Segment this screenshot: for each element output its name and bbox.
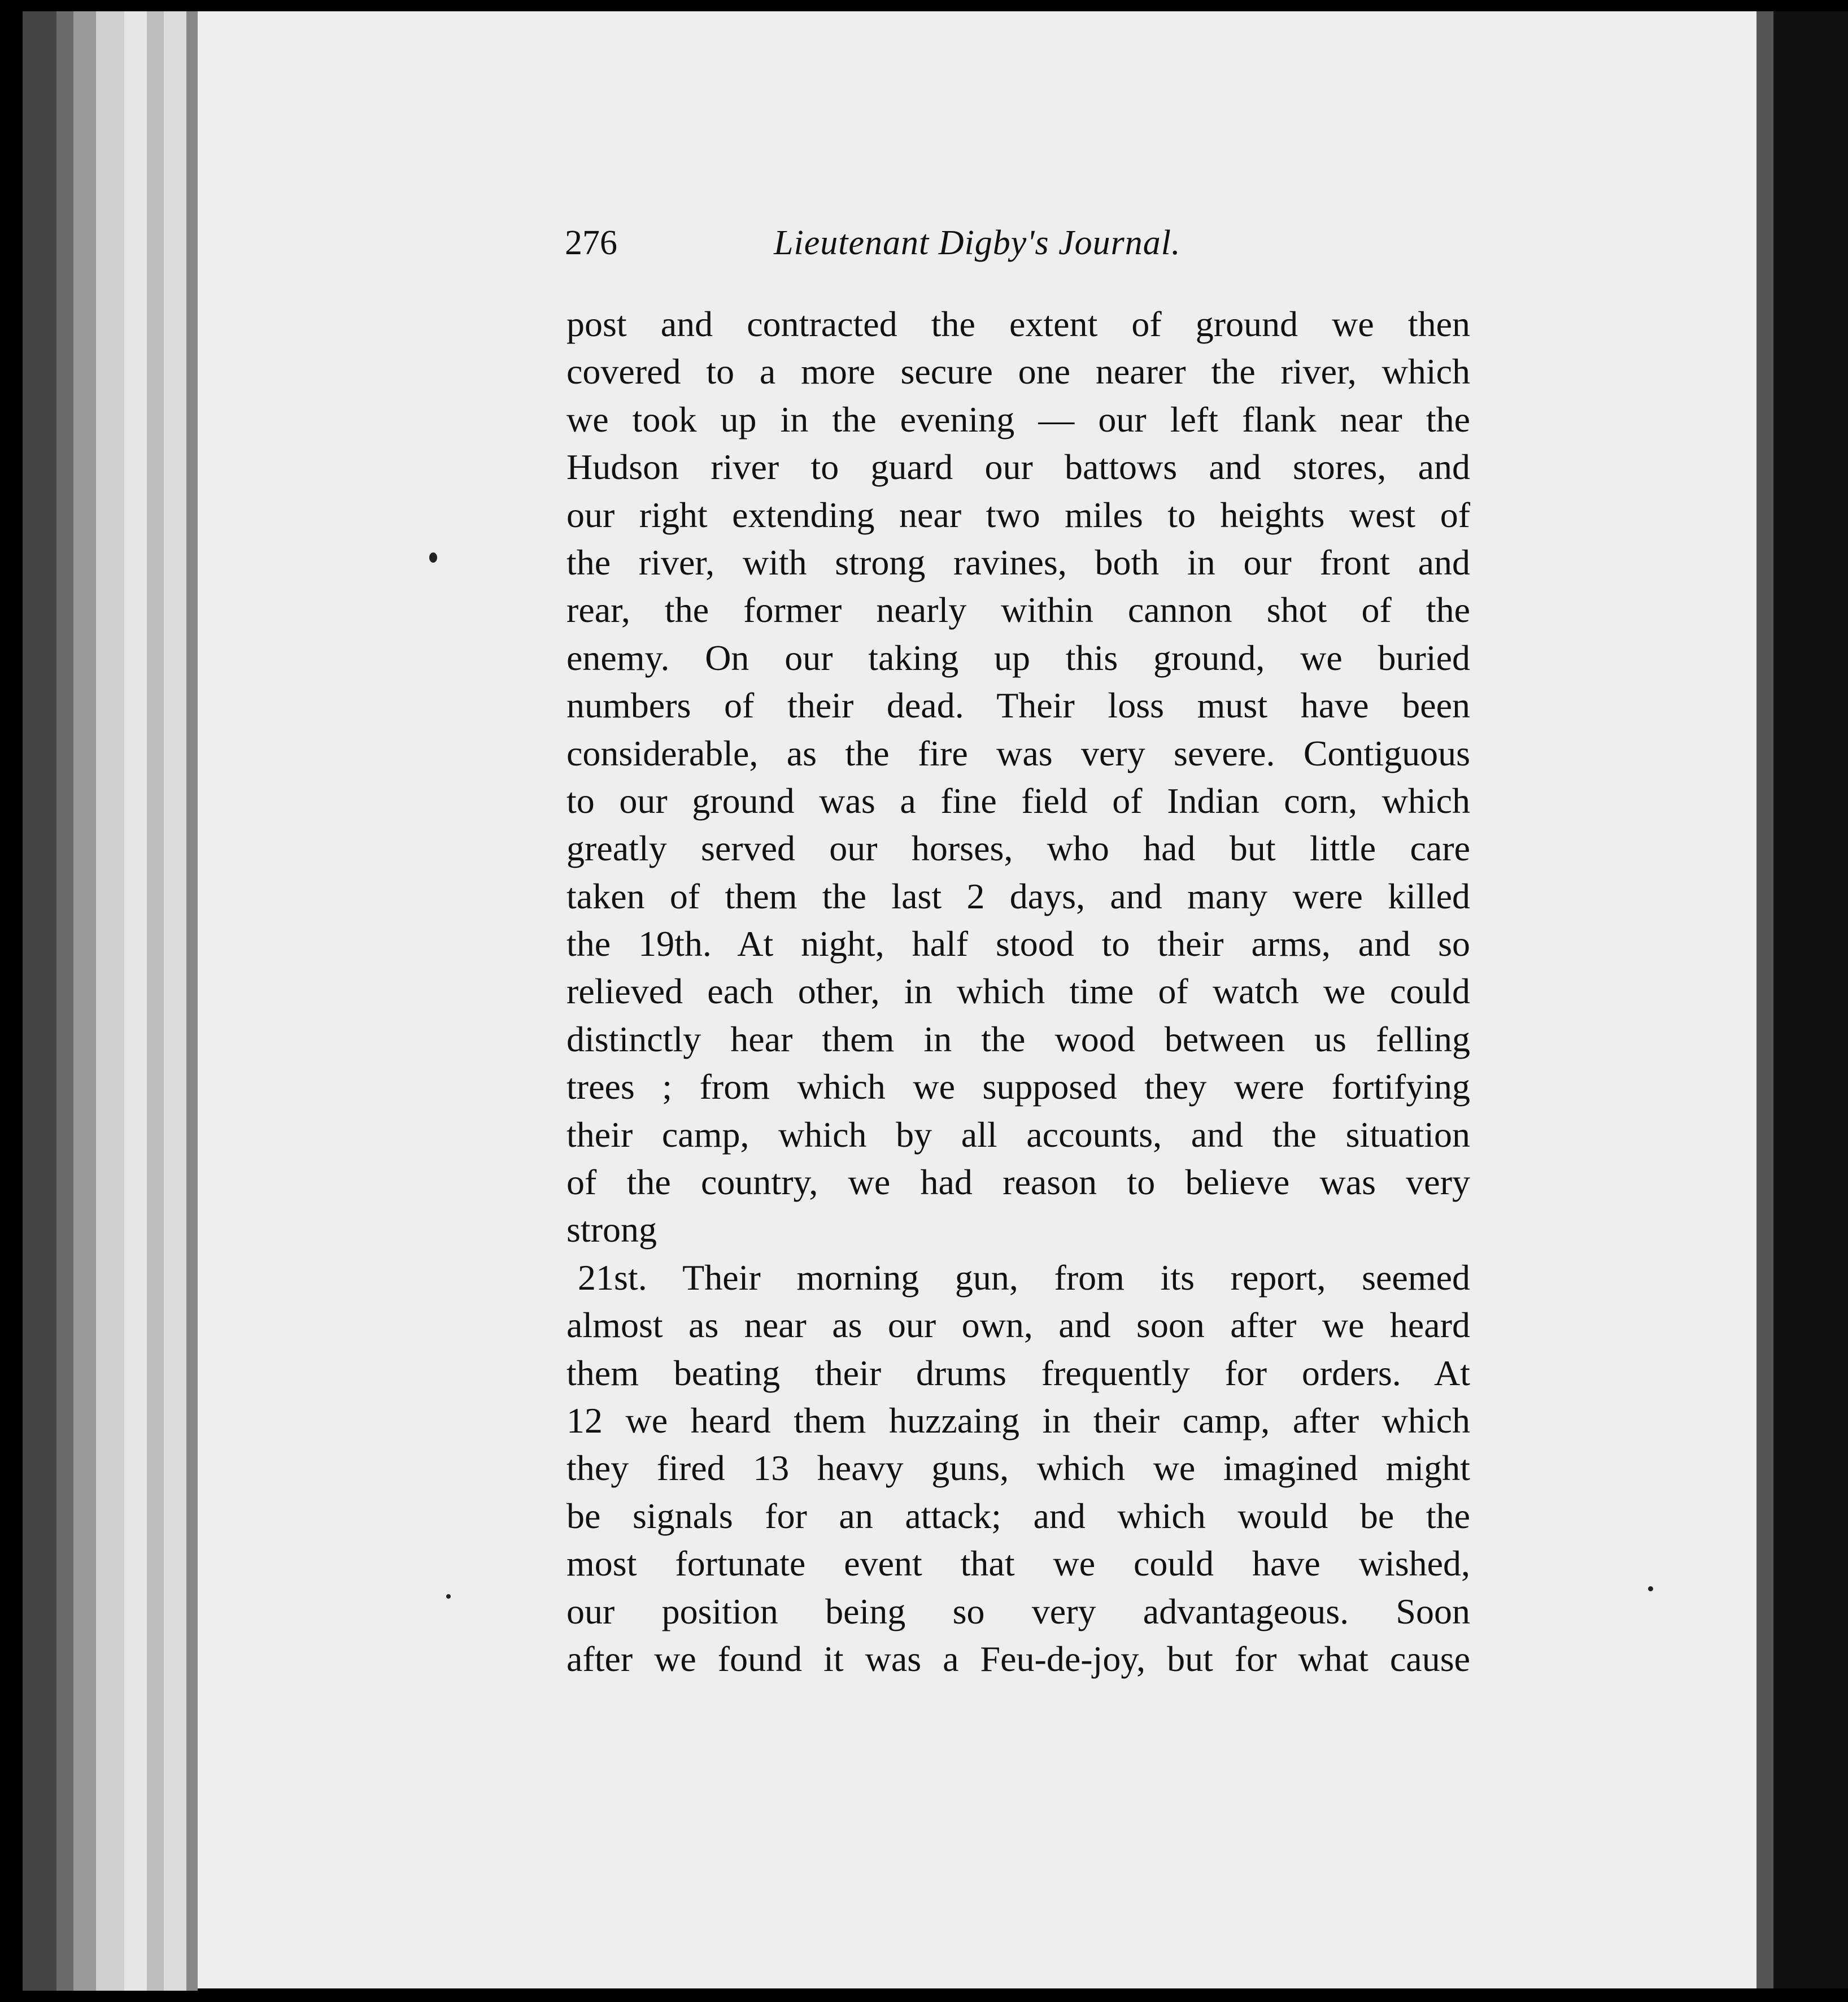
running-head: Lieutenant Digby's Journal.: [774, 224, 1181, 262]
book-edge: [73, 11, 96, 1991]
page-header: [565, 223, 1468, 285]
text-line: the river, with strong ravines, both in our front and: [566, 542, 1470, 582]
text-line: to our ground was a fine field of Indian corn, which: [566, 780, 1470, 821]
text-line: our position being so very advantageous. Soon: [566, 1591, 1470, 1631]
text-line: numbers of their dead. Their loss must have been: [566, 685, 1470, 726]
text-line: almost as near as our own, and soon after we heard: [566, 1305, 1470, 1346]
text-line: greatly served our horses, who had but little care: [566, 828, 1470, 869]
page-number: 276: [565, 224, 617, 262]
page-right-edge: [1773, 11, 1848, 1988]
text-line: rear, the former nearly within cannon shot of the: [566, 590, 1470, 630]
book-edge: [56, 11, 73, 1991]
text-line: taken of them the last 2 days, and many were killed: [566, 876, 1470, 916]
text-line: covered to a more secure one nearer the river, which: [566, 351, 1470, 392]
text-line: be signals for an attack; and which would be the: [566, 1495, 1470, 1536]
text-line: their camp, which by all accounts, and the situation: [566, 1114, 1470, 1155]
text-line: most fortunate event that we could have wished,: [566, 1543, 1470, 1584]
body-text: [566, 301, 1470, 1683]
text-line: distinctly hear them in the wood between us felling: [566, 1019, 1470, 1059]
book-edge: [23, 11, 56, 1991]
text-line: they fired 13 heavy guns, which we imagined might: [566, 1448, 1470, 1489]
text-line: 21st. Their morning gun, from its report, seemed: [578, 1257, 1470, 1298]
book-edge: [124, 11, 147, 1991]
text-line: relieved each other, in which time of watch we could: [566, 971, 1470, 1012]
text-line: after we found it was a Feu-de-joy, but for what cause: [566, 1638, 1470, 1679]
text-line: Hudson river to guard our battows and stores, and: [566, 447, 1470, 488]
ink-speck: [1648, 1586, 1653, 1591]
book-edge: [96, 11, 124, 1991]
text-line: considerable, as the fire was very severe. Contiguous: [566, 733, 1470, 773]
text-line: of the country, we had reason to believe was very: [566, 1162, 1470, 1203]
book-edge: [164, 11, 186, 1991]
text-line: our right extending near two miles to heights west of: [566, 494, 1470, 535]
book-edge: [147, 11, 164, 1991]
text-line: we took up in the evening — our left flank near the: [566, 399, 1470, 439]
text-line: the 19th. At night, half stood to their arms, and so: [566, 924, 1470, 964]
text-line: post and contracted the extent of ground we then: [566, 304, 1470, 344]
text-line: 12 we heard them huzzaing in their camp, after which: [566, 1400, 1470, 1440]
text-line: trees ; from which we supposed they were fortifying: [566, 1067, 1470, 1107]
book-edge: [186, 11, 198, 1991]
text-line: enemy. On our taking up this ground, we buried: [566, 637, 1470, 678]
ink-speck: [446, 1594, 451, 1599]
text-line: them beating their drums frequently for orders. At: [566, 1352, 1470, 1393]
text-line: strong: [566, 1209, 657, 1250]
ink-speck: [429, 552, 437, 563]
